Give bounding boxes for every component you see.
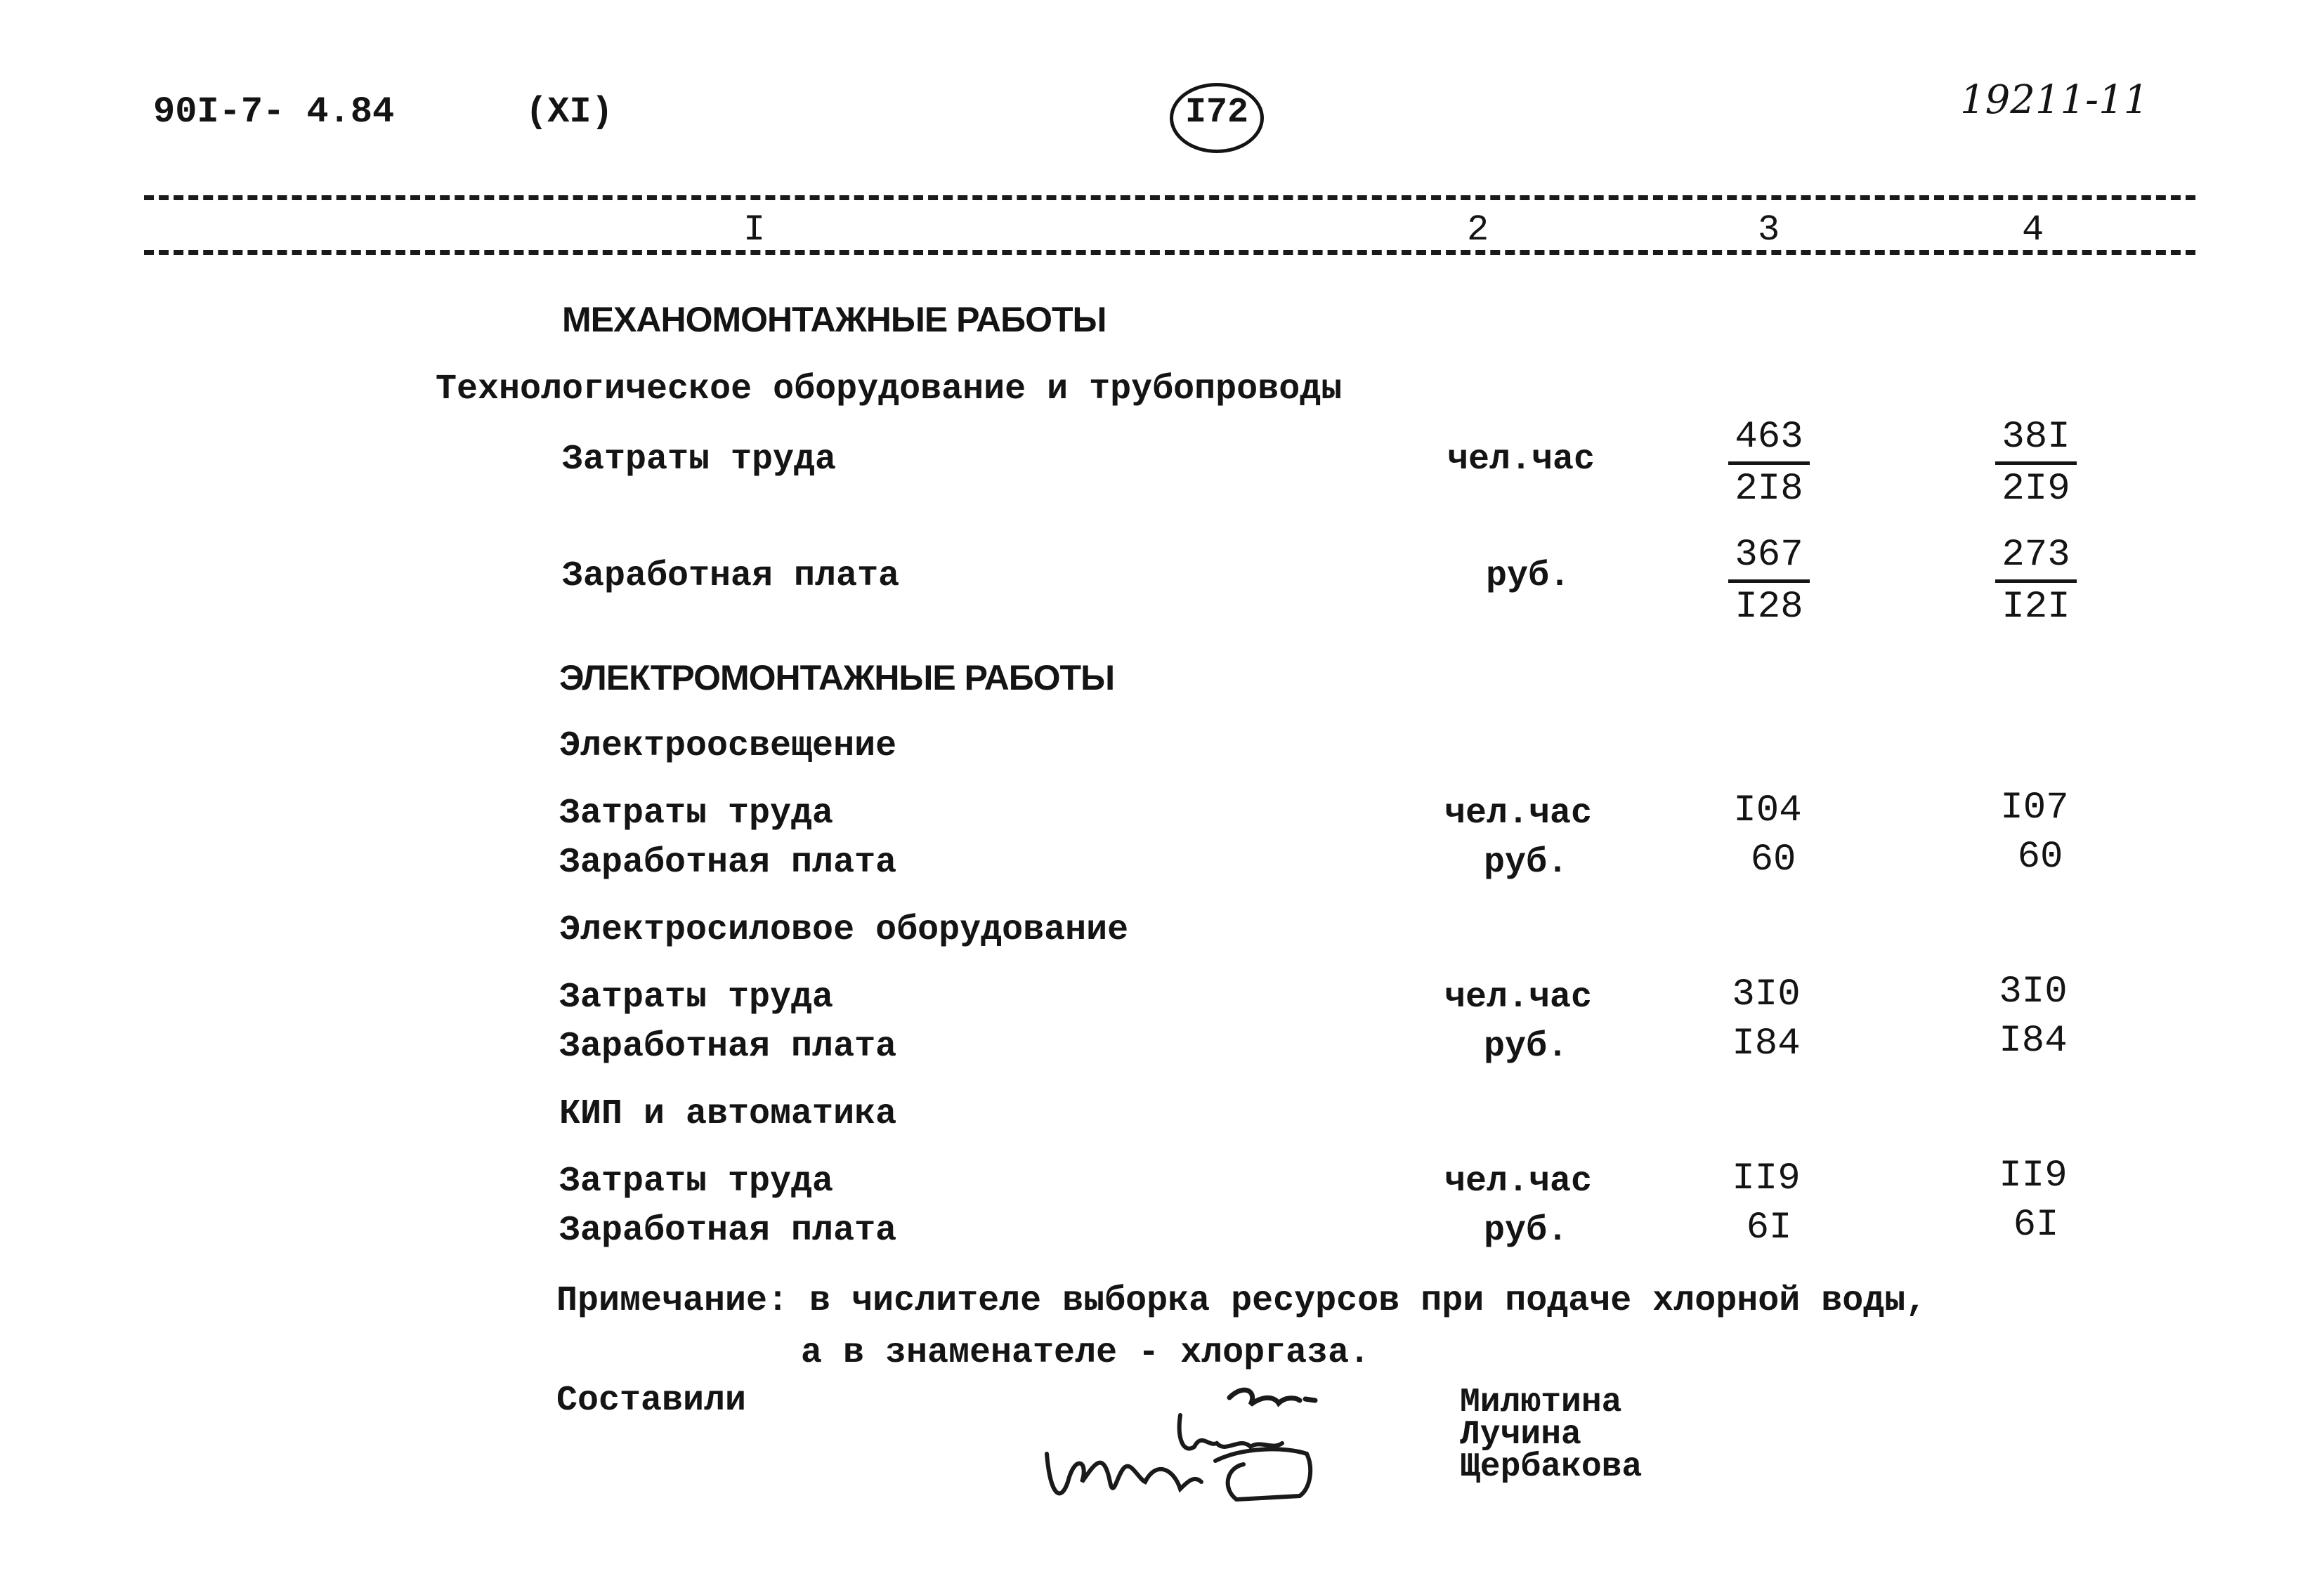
value-col3: 3I0 <box>1732 973 1801 1016</box>
value-col4: 6I <box>2013 1204 2059 1247</box>
compiled-by-label: Составили <box>556 1381 747 1421</box>
value-col4: I84 <box>1999 1020 2068 1063</box>
note-line-1: Примечание: в числителе выборка ресурсов при подаче хлорной воды, <box>556 1281 1927 1321</box>
column-header-2: 2 <box>1467 209 1489 251</box>
numerator: 367 <box>1728 534 1810 583</box>
row-label: Заработная плата <box>559 1027 897 1067</box>
fraction-col4 <box>1980 416 2092 511</box>
denominator: I2I <box>2002 586 2070 629</box>
row-unit: чел.час <box>1444 794 1593 834</box>
row-unit: чел.час <box>1444 1162 1593 1202</box>
value-col3: 60 <box>1750 839 1796 881</box>
document-code: 90I-7- 4.84 <box>153 91 395 133</box>
fraction-col4 <box>1980 534 2092 629</box>
row-label: Затраты труда <box>559 1162 834 1202</box>
row-label: Затраты труда <box>562 440 837 480</box>
archive-number: 19211-11 <box>1960 77 2149 123</box>
volume-number: (XI) <box>525 91 613 133</box>
value-col4: I07 <box>2000 787 2069 829</box>
numerator: 273 <box>1995 534 2077 583</box>
signatory-name-1: Милютина <box>1460 1384 1622 1421</box>
row-unit: руб. <box>1484 1211 1569 1251</box>
bottom-dashed-rule <box>144 250 2195 255</box>
numerator: 38I <box>1995 416 2077 465</box>
row-label: Заработная плата <box>559 843 897 883</box>
subsection-lighting: Электроосвещение <box>559 726 897 766</box>
fraction-col3 <box>1713 416 1825 511</box>
row-label: Затраты труда <box>559 794 834 834</box>
denominator: 2I8 <box>1735 468 1803 511</box>
value-col3: II9 <box>1732 1157 1801 1200</box>
subsection-power: Электросиловое оборудование <box>559 910 1129 950</box>
section-title-electrical: ЭЛЕКТРОМОНТАЖНЫЕ РАБОТЫ <box>559 658 1115 697</box>
value-col3: 6I <box>1746 1207 1792 1249</box>
row-unit: руб. <box>1484 1027 1569 1067</box>
row-unit: чел.час <box>1444 978 1593 1018</box>
page-number: I72 <box>1184 93 1248 133</box>
subsection-kip: КИП и автоматика <box>559 1094 897 1134</box>
row-unit: руб. <box>1486 556 1571 596</box>
signatory-name-3: Щербакова <box>1460 1448 1643 1486</box>
column-header-3: 3 <box>1758 209 1780 251</box>
value-col3: I84 <box>1732 1023 1801 1065</box>
row-label: Заработная плата <box>562 556 900 596</box>
column-header-1: I <box>743 209 766 251</box>
value-col4: II9 <box>1999 1155 2068 1197</box>
value-col4: 60 <box>2017 836 2063 879</box>
denominator: 2I9 <box>2002 468 2070 511</box>
row-unit: руб. <box>1484 843 1569 883</box>
column-header-4: 4 <box>2022 209 2044 251</box>
fraction-col3 <box>1713 534 1825 629</box>
row-label: Затраты труда <box>559 978 834 1018</box>
handwritten-signatures <box>1033 1377 1384 1510</box>
subsection-technological: Технологическое оборудование и трубопроводы <box>436 369 1343 409</box>
denominator: I28 <box>1735 586 1803 629</box>
note-line-2: а в знаменателе - хлоргаза. <box>801 1333 1371 1373</box>
signatory-name-2: Лучина <box>1460 1416 1581 1454</box>
value-col3: I04 <box>1733 789 1802 832</box>
numerator: 463 <box>1728 416 1810 465</box>
row-label: Заработная плата <box>559 1211 897 1251</box>
top-dashed-rule <box>144 195 2195 200</box>
section-title-mechanical: МЕХАНОМОНТАЖНЫЕ РАБОТЫ <box>562 300 1106 339</box>
value-col4: 3I0 <box>1999 971 2068 1013</box>
row-unit: чел.час <box>1447 440 1595 480</box>
